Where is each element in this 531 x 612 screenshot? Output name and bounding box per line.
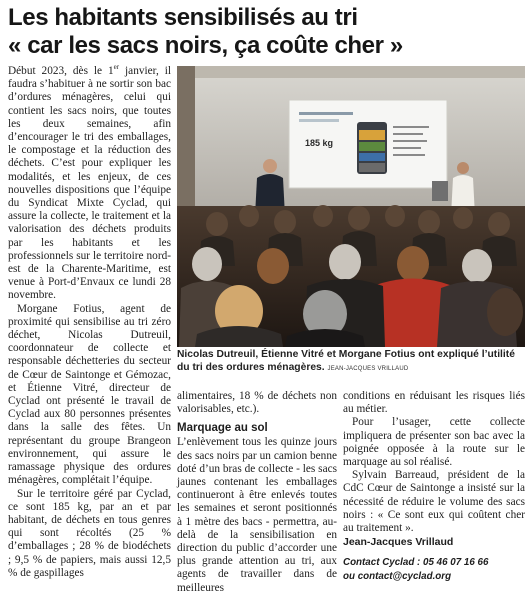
paragraph-user: Pour l’usager, cette collecte impliquera de présenter son bac avec la poignée opposée à la route sur le marquage au sol réalisé. xyxy=(343,416,525,469)
slide-value: 185 kg xyxy=(305,138,334,148)
paragraph-team: Morgane Fotius, agent de proximité qui sensibilise au tri zéro déchet, Nicolas Dutreuil, coordonnateur de collecte et responsable déchetteries du secteur de Cœur de Saintonge et Gémozac, et Étienne Vitré, directeur de Cyclad ont présenté le travail de Cyclad aux 80 personnes présentes dans la salle des fêtes. Un représentant du groupe Brangeon environnement, qui assure le ramassage physique des ordures ménagères, complétait l’équipe. xyxy=(8,302,171,487)
paragraph-intro xyxy=(8,65,171,303)
contact-info xyxy=(343,556,525,584)
headline-line-1: Les habitants sensibilisés au tri xyxy=(8,4,358,31)
photo-credit: JEAN-JACQUES VRILLAUD xyxy=(327,365,409,372)
paragraph-conditions: conditions en réduisant les risques liés au métier. xyxy=(343,390,525,416)
intro-text-rest: janvier, il faudra s’habituer à ne sortir son bac d’ordures ménagères, celui qui contient les sacs noirs, que toutes les deux semaines, afin d’encourager le tri des emballages, le compostage et la réduction des déchets. C’est pour expliquer les modalités, et les enjeux, de ces nouvelles dispositions que l’équipe du Syndicat Mixte Cyclad, qui assure la collecte, le traitement et la valorisation des déchets produits par les habitants et les professionnels sur le territoire nord-est de la Charente-Maritime, est venue à Port-d’Envaux ce lundi 28 novembre. xyxy=(8,65,172,302)
headline xyxy=(8,4,526,60)
ordinal-suffix: er xyxy=(113,63,120,72)
paragraph-quote: Sylvain Barreaud, président de la CdC Cœur de Saintonge a insisté sur la nécessité de réduire le volume des sacs noirs : « Ce sont eux qui coûtent cher au traitement ». xyxy=(343,469,525,535)
contact-email: ou contact@cyclad.org xyxy=(343,571,452,583)
author-signature: Jean-Jacques Vrillaud xyxy=(343,536,454,549)
article-column-2 xyxy=(177,390,337,595)
photo-caption xyxy=(177,349,525,375)
contact-phone: Contact Cyclad : 05 46 07 16 66 xyxy=(343,557,489,569)
event-photo-illustration xyxy=(177,66,525,347)
subheading: Marquage au sol xyxy=(177,422,268,435)
paragraph-collection: L’enlèvement tous les quinze jours des sacs noirs par un camion benne doté d’un bras de collecte - les sacs jaunes contenant les emballages continueront à être enlevés toutes les semaines et seront positionnés à 1 mètre des bacs - permettra, au-delà de la sensibilisation en direction du public d’accorder une plus grande attention au tri, aux agents de travailler dans de meilleures xyxy=(177,436,337,594)
event-photo xyxy=(177,66,525,347)
intro-text-start: Début 2023, dès le 1 xyxy=(8,65,114,77)
article-column-3 xyxy=(343,390,525,584)
article-column-1 xyxy=(8,65,171,580)
headline-line-2: « car les sacs noirs, ça coûte cher » xyxy=(8,32,403,59)
paragraph-figures: Sur le territoire géré par Cyclad, ce sont 185 kg, par an et par habitant, de déchets en tous genres qui sont récoltés (25 % d’emballages ; 28 % de biodéchets ; 9,5 % de papiers, mais aussi 12,5 % de gaspillages xyxy=(8,487,171,579)
caption-text: Nicolas Dutreuil, Étienne Vitré et Morgane Fotius ont expliqué l’utilité du tri des ordures ménagères. xyxy=(177,349,515,373)
paragraph-continuation: alimentaires, 18 % de déchets non valorisables, etc.). xyxy=(177,390,337,416)
